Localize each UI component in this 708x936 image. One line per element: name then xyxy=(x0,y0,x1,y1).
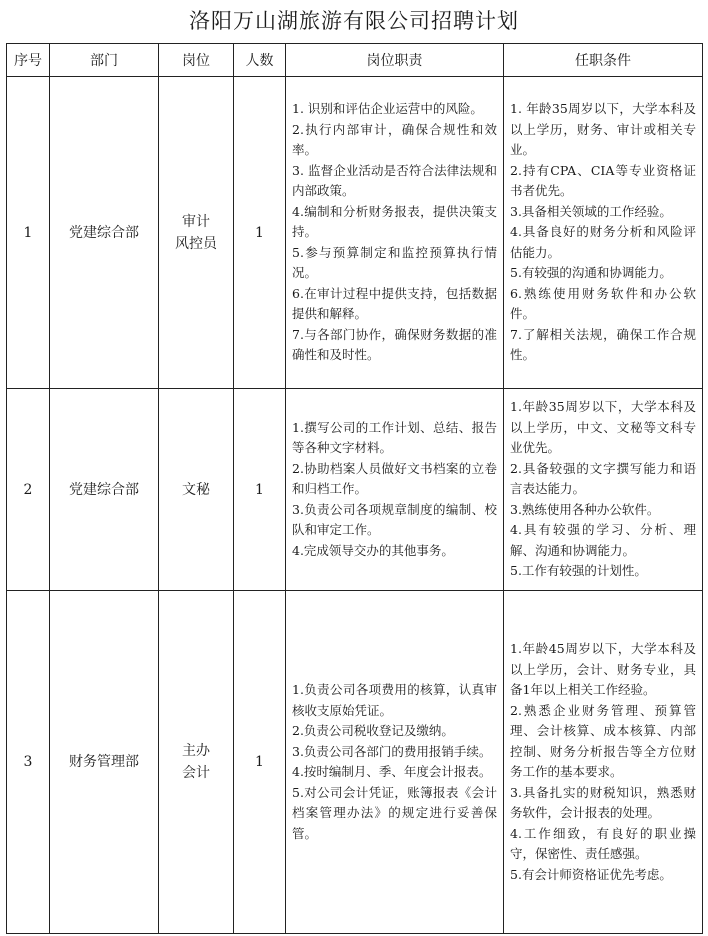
duty-item: 2.执行内部审计，确保合规性和效率。 xyxy=(292,121,497,158)
requirement-item: 3.具备扎实的财税知识，熟悉财务软件，会计报表的处理。 xyxy=(510,784,696,820)
duty-item: 4.编制和分析财务报表，提供决策支持。 xyxy=(292,203,497,240)
row-position xyxy=(159,591,234,934)
header-count: 人数 xyxy=(234,44,286,77)
duty-item: 2.协助档案人员做好文书档案的立卷和归档工作。 xyxy=(292,460,497,497)
position-line: 主办 xyxy=(182,743,210,759)
row-dept: 财务管理部 xyxy=(50,591,159,934)
requirement-item: 4.具备良好的财务分析和风险评估能力。 xyxy=(510,224,696,260)
header-position: 岗位 xyxy=(159,44,234,77)
requirement-item: 3.具备相关领域的工作经验。 xyxy=(510,203,672,219)
duty-item: 5.对公司会计凭证，账簿报表《会计档案管理办法》的规定进行妥善保管。 xyxy=(292,784,497,841)
requirement-item: 2.持有CPA、CIA等专业资格证书者优先。 xyxy=(510,162,696,199)
row-requirements xyxy=(504,389,703,591)
row-position xyxy=(159,389,234,591)
row-dept: 党建综合部 xyxy=(50,77,159,389)
duty-item: 4.按时编制月、季、年度会计报表。 xyxy=(292,764,492,779)
duty-item: 3.负责公司各项规章制度的编制、校队和审定工作。 xyxy=(292,501,497,538)
requirement-item: 5.有会计师资格证优先考虑。 xyxy=(510,866,672,882)
duty-item: 1.撰写公司的工作计划、总结、报告等各种文字材料。 xyxy=(292,419,497,456)
row-requirements xyxy=(504,77,703,389)
row-count: 1 xyxy=(234,389,286,591)
row-count: 1 xyxy=(234,591,286,934)
position-line: 风控员 xyxy=(175,235,217,252)
table-header-row xyxy=(7,44,703,77)
duty-item: 1.负责公司各项费用的核算，认真审核收支原始凭证。 xyxy=(292,682,497,718)
duty-item: 2.负责公司税收登记及缴纳。 xyxy=(292,723,454,738)
requirement-item: 4.具有较强的学习、分析、理解、沟通和协调能力。 xyxy=(510,522,696,558)
duty-item: 3.负责公司各部门的费用报销手续。 xyxy=(292,743,492,759)
row-duties xyxy=(286,591,504,934)
duty-item: 5.参与预算制定和监控预算执行情况。 xyxy=(292,244,497,281)
duty-item: 1. 识别和评估企业运营中的风险。 xyxy=(292,101,483,117)
header-dept: 部门 xyxy=(50,44,159,77)
position-line: 审计 xyxy=(182,213,210,230)
duty-item: 7.与各部门协作，确保财务数据的准确性和及时性。 xyxy=(292,326,497,363)
header-duties: 岗位职责 xyxy=(286,44,504,77)
table-row xyxy=(7,77,703,389)
table-row xyxy=(7,591,703,934)
requirement-item: 1.年龄35周岁以下，大学本科及以上学历，中文、文秘等文科专业优先。 xyxy=(510,399,696,456)
row-position xyxy=(159,77,234,389)
duty-item: 3. 监督企业活动是否符合法律法规和内部政策。 xyxy=(292,162,497,199)
header-index: 序号 xyxy=(7,44,50,77)
row-index: 2 xyxy=(7,389,50,591)
row-duties xyxy=(286,77,504,389)
duty-item: 6.在审计过程中提供支持，包括数据提供和解释。 xyxy=(292,285,497,322)
requirement-item: 1.年龄45周岁以下，大学本科及以上学历，会计、财务专业，具备1年以上相关工作经验。 xyxy=(510,641,696,697)
row-index: 1 xyxy=(7,77,50,389)
table-row xyxy=(7,389,703,591)
header-requirements: 任职条件 xyxy=(504,44,703,77)
row-count: 1 xyxy=(234,77,286,389)
row-dept: 党建综合部 xyxy=(50,389,159,591)
requirement-item: 1. 年龄35周岁以下，大学本科及以上学历，财务、审计或相关专业。 xyxy=(510,101,696,158)
position-line: 会计 xyxy=(182,765,210,781)
document-title: 洛阳万山湖旅游有限公司招聘计划 xyxy=(189,9,519,33)
position-line: 文秘 xyxy=(182,481,210,498)
requirement-item: 6.熟练使用财务软件和办公软件。 xyxy=(510,285,696,322)
row-requirements xyxy=(504,591,703,934)
recruitment-table xyxy=(6,43,703,934)
requirement-item: 4.工作细致，有良好的职业操守，保密性、责任感强。 xyxy=(510,825,696,861)
requirement-item: 5.有较强的沟通和协调能力。 xyxy=(510,265,672,281)
requirement-item: 3.熟练使用各种办公软件。 xyxy=(510,501,660,517)
requirement-item: 2.熟悉企业财务管理、预算管理、会计核算、成本核算、内部控制、财务分析报告等全方位财务工作的基本要求。 xyxy=(510,702,696,779)
duty-item: 4.完成领导交办的其他事务。 xyxy=(292,542,454,558)
row-index: 3 xyxy=(7,591,50,934)
requirement-item: 7.了解相关法规，确保工作合规性。 xyxy=(510,326,696,363)
requirement-item: 5.工作有较强的计划性。 xyxy=(510,563,647,579)
row-duties xyxy=(286,389,504,591)
requirement-item: 2.具备较强的文字撰写能力和语言表达能力。 xyxy=(510,460,696,497)
